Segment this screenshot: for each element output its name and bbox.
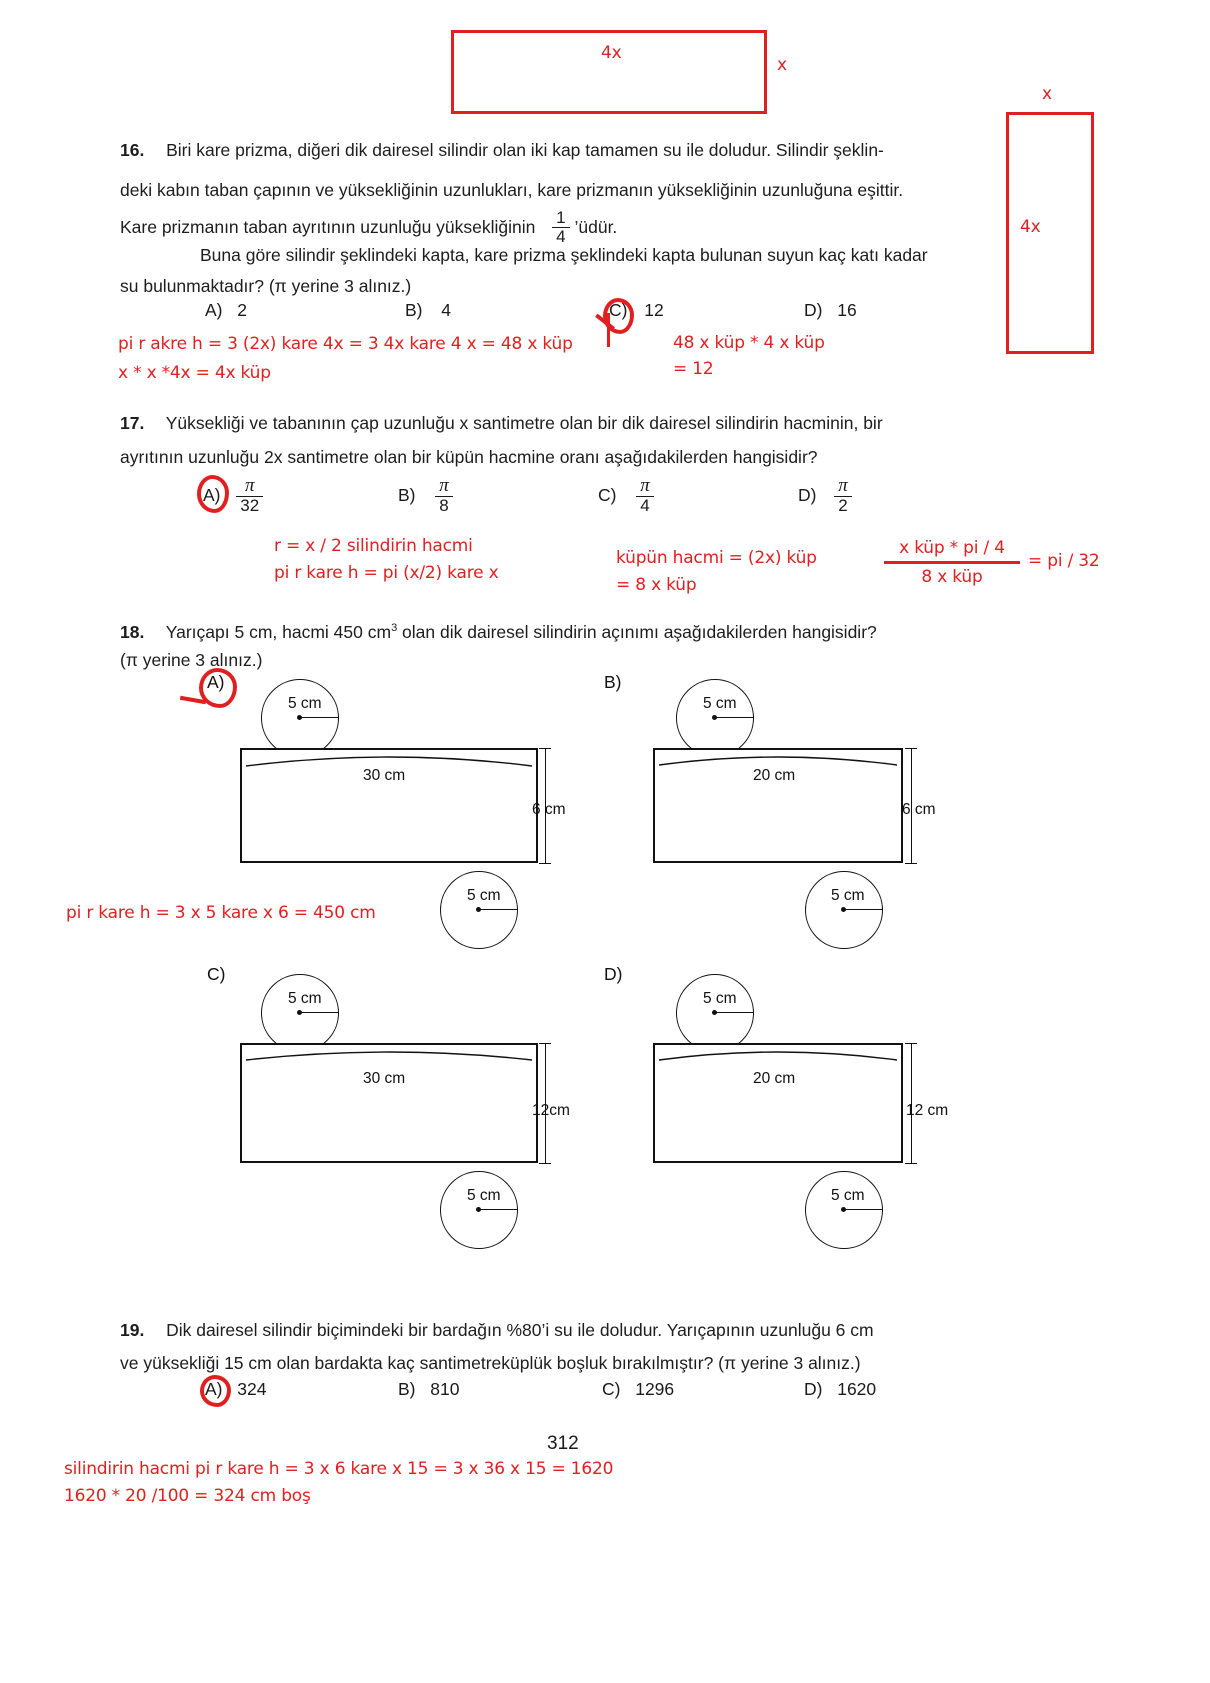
annotation-q17-mid-line1: küpün hacmi = (2x) küp (616, 548, 817, 568)
option-b-label: B) (398, 1379, 416, 1399)
figure-a-width-label: 30 cm (363, 767, 406, 784)
option-d-label: D) (804, 1379, 823, 1399)
figure-d-bottom-radius (844, 1209, 883, 1210)
question-19-line-2: ve yüksekliği 15 cm olan bardakta kaç santimetreküplük boşluk bırakılmıştır? (π yerine 3 alınız.) (120, 1353, 861, 1373)
question-16-line-4: Buna göre silindir şeklindeki kapta, kare prizma şeklindeki kapta bulunan suyun kaç katı kadar (200, 245, 928, 265)
option-d-label: D) (798, 485, 817, 506)
option-d-value: 1620 (837, 1379, 877, 1399)
figure-b-top-circle-label: 5 cm (703, 695, 737, 712)
question-16-line-5: su bulunmaktadır? (π yerine 3 alınız.) (120, 276, 412, 296)
annotation-q16-line2: x * x *4x = 4x küp (118, 363, 271, 383)
option-a-denominator: 32 (236, 496, 263, 515)
option-b-value: 4 (441, 300, 451, 320)
option-c-value: 1296 (635, 1379, 675, 1399)
annotation-q19-line1: silindirin hacmi pi r kare h = 3 x 6 kare x 15 = 3 x 36 x 15 = 1620 (64, 1459, 614, 1479)
option-c-denominator: 4 (636, 496, 654, 515)
figure-b-height-tick-top (905, 748, 917, 749)
figure-d-top-arc (657, 1047, 899, 1063)
option-d-numerator: π (838, 475, 848, 496)
prism-side-label: x (777, 55, 787, 75)
figure-c-height-tick-top (539, 1043, 551, 1044)
figure-a-bottom-circle-label: 5 cm (467, 887, 501, 904)
question-18-text-b: olan dik dairesel silindirin açınımı aşağıdakilerden hangisidir? (397, 621, 877, 642)
question-17-text-1: Yüksekliği ve tabanının çap uzunluğu x santimetre olan bir dik dairesel silindirin hacminin, bir (165, 413, 883, 433)
annotation-q17-ratio (884, 538, 1020, 587)
question-19-option-c[interactable] (602, 1379, 674, 1400)
fraction-numerator: 1 (556, 208, 566, 227)
cylinder-side-label: 4x (1020, 217, 1041, 237)
question-17-number: 17. (120, 413, 145, 433)
figure-b-top-arc (657, 752, 899, 768)
annotation-q16-pointer (607, 313, 610, 347)
question-17-option-b[interactable] (398, 477, 453, 516)
figure-c-bottom-radius (479, 1209, 518, 1210)
figure-d-width-label: 20 cm (753, 1070, 796, 1087)
option-d-fraction (834, 476, 852, 515)
figure-a-top-circle-label: 5 cm (288, 695, 322, 712)
figure-a-height-tick-bottom (539, 863, 551, 864)
question-18-line-2: (π yerine 3 alınız.) (120, 650, 263, 670)
figure-a-height-label: 6 cm (532, 801, 566, 818)
annotation-q17-mid-line2: = 8 x küp (616, 575, 697, 595)
option-d-label: D) (804, 300, 823, 320)
annotation-q17-result: = pi / 32 (1028, 551, 1100, 571)
annotation-q17-ratio-denominator: 8 x küp (921, 567, 983, 587)
option-b-fraction (435, 476, 453, 515)
question-16-option-b[interactable] (405, 300, 451, 321)
figure-b-height-label: 6 cm (902, 801, 936, 818)
figure-a-height-tick-top (539, 748, 551, 749)
question-16-option-c[interactable] (609, 300, 664, 321)
question-19-option-d[interactable] (804, 1379, 876, 1400)
option-c-fraction (636, 476, 654, 515)
question-16-option-d[interactable] (804, 300, 857, 321)
option-b-label: B) (405, 300, 423, 320)
option-c-label: C) (598, 485, 617, 506)
option-a-numerator: π (244, 475, 255, 496)
figure-c-height-label: 12cm (532, 1102, 570, 1119)
annotation-q16-line1: pi r akre h = 3 (2x) kare 4x = 3 4x kare 4 x = 48 x küp (118, 334, 573, 354)
option-a-value: 324 (237, 1379, 267, 1399)
option-b-label: B) (398, 485, 416, 506)
question-19-number: 19. (120, 1320, 145, 1340)
question-17-option-d[interactable] (798, 477, 852, 516)
annotation-q17-left-line1: r = x / 2 silindirin hacmi (274, 536, 473, 556)
question-18-marked-answer-stroke (180, 696, 206, 704)
question-16-text-3: Kare prizmanın taban ayrıtının uzunluğu yüksekliğinin (120, 216, 536, 237)
option-c-numerator: π (640, 475, 650, 496)
figure-d-bottom-circle-label: 5 cm (831, 1187, 865, 1204)
figure-c-height-tick-bottom (539, 1163, 551, 1164)
option-d-denominator: 2 (834, 496, 852, 515)
annotation-q19-line2: 1620 * 20 /100 = 324 cm boş (64, 1486, 311, 1506)
figure-d-height-label: 12 cm (906, 1102, 949, 1119)
figure-c-top-arc (244, 1047, 534, 1063)
question-16-line-2: deki kabın taban çapının ve yüksekliğinin uzunlukları, kare prizmanın yüksekliğinin uzunluğuna eşittir. (120, 180, 904, 200)
option-b-value: 810 (430, 1379, 460, 1399)
option-d-value: 16 (837, 300, 857, 320)
annotation-q16-right-line1: 48 x küp * 4 x küp (673, 333, 825, 353)
question-16-text-1: Biri kare prizma, diğeri dik dairesel silindir olan iki kap tamamen su ile doludur. Silindir şeklin- (166, 140, 884, 160)
annotation-q18-note: pi r kare h = 3 x 5 kare x 6 = 450 cm (66, 903, 376, 923)
figure-c-width-label: 30 cm (363, 1070, 406, 1087)
question-17-line-2: ayrıtının uzunluğu 2x santimetre olan bir küpün hacmine oranı aşağıdakilerden hangisidir? (120, 447, 818, 467)
option-a-fraction (236, 476, 263, 515)
fraction-denominator: 4 (552, 227, 569, 246)
question-18-text-a: Yarıçapı 5 cm, hacmi 450 cm (165, 621, 392, 642)
figure-d-top-circle-label: 5 cm (703, 990, 737, 1007)
option-a-label: A) (205, 300, 223, 320)
cylinder-top-label: x (1042, 84, 1052, 104)
figure-c-top-radius (300, 1012, 339, 1013)
figure-a-top-arc (244, 752, 534, 768)
figure-c-bottom-circle-label: 5 cm (467, 1187, 501, 1204)
question-17-option-c[interactable] (598, 477, 654, 516)
figure-b-width-label: 20 cm (753, 767, 796, 784)
prism-top-label: 4x (601, 43, 622, 63)
figure-b-top-radius (715, 717, 754, 718)
option-b-numerator: π (439, 475, 449, 496)
figure-a-bottom-radius (479, 909, 518, 910)
annotation-q17-left-line2: pi r kare h = pi (x/2) kare x (274, 563, 499, 583)
option-a-label: A) (203, 485, 221, 506)
figure-b-height-tick-bottom (905, 863, 917, 864)
question-16-line-1 (120, 130, 1020, 170)
question-18-figure-d-label[interactable]: D) (604, 964, 623, 984)
fraction-suffix: ’üdür. (574, 216, 618, 237)
question-18-exponent: 3 (391, 622, 398, 634)
question-16-option-a[interactable] (205, 300, 247, 321)
question-16-number: 16. (120, 140, 145, 160)
annotation-q16-right-line2: = 12 (673, 359, 714, 379)
annotation-q17-ratio-bar (884, 561, 1020, 564)
annotation-q17-ratio-numerator: x küp * pi / 4 (899, 538, 1005, 558)
option-c-value: 12 (644, 300, 664, 320)
question-19-option-a[interactable] (205, 1379, 266, 1400)
figure-d-height-tick-top (905, 1043, 917, 1044)
figure-b-bottom-radius (844, 909, 883, 910)
question-17-option-a[interactable] (203, 477, 263, 516)
option-a-label: A) (205, 1379, 223, 1399)
page-number: 312 (547, 1433, 579, 1454)
figure-d-top-radius (715, 1012, 754, 1013)
option-b-denominator: 8 (435, 496, 453, 515)
option-c-label: C) (602, 1379, 621, 1399)
figure-b-bottom-circle-label: 5 cm (831, 887, 865, 904)
question-19-option-b[interactable] (398, 1379, 459, 1400)
option-c-label: C) (609, 300, 628, 320)
question-18-figure-b-label[interactable]: B) (604, 672, 622, 692)
question-18-number: 18. (120, 621, 145, 642)
option-a-value: 2 (237, 300, 247, 320)
figure-a-top-radius (300, 717, 339, 718)
figure-d-height-tick-bottom (905, 1163, 917, 1164)
question-19-text-1: Dik dairesel silindir biçimindeki bir bardağın %80’i su ile doludur. Yarıçapının uzunluğu 6 cm (166, 1320, 874, 1340)
question-18-figure-c-label[interactable]: C) (207, 964, 226, 984)
question-18-figure-a-label[interactable]: A) (207, 672, 225, 692)
figure-c-top-circle-label: 5 cm (288, 990, 322, 1007)
